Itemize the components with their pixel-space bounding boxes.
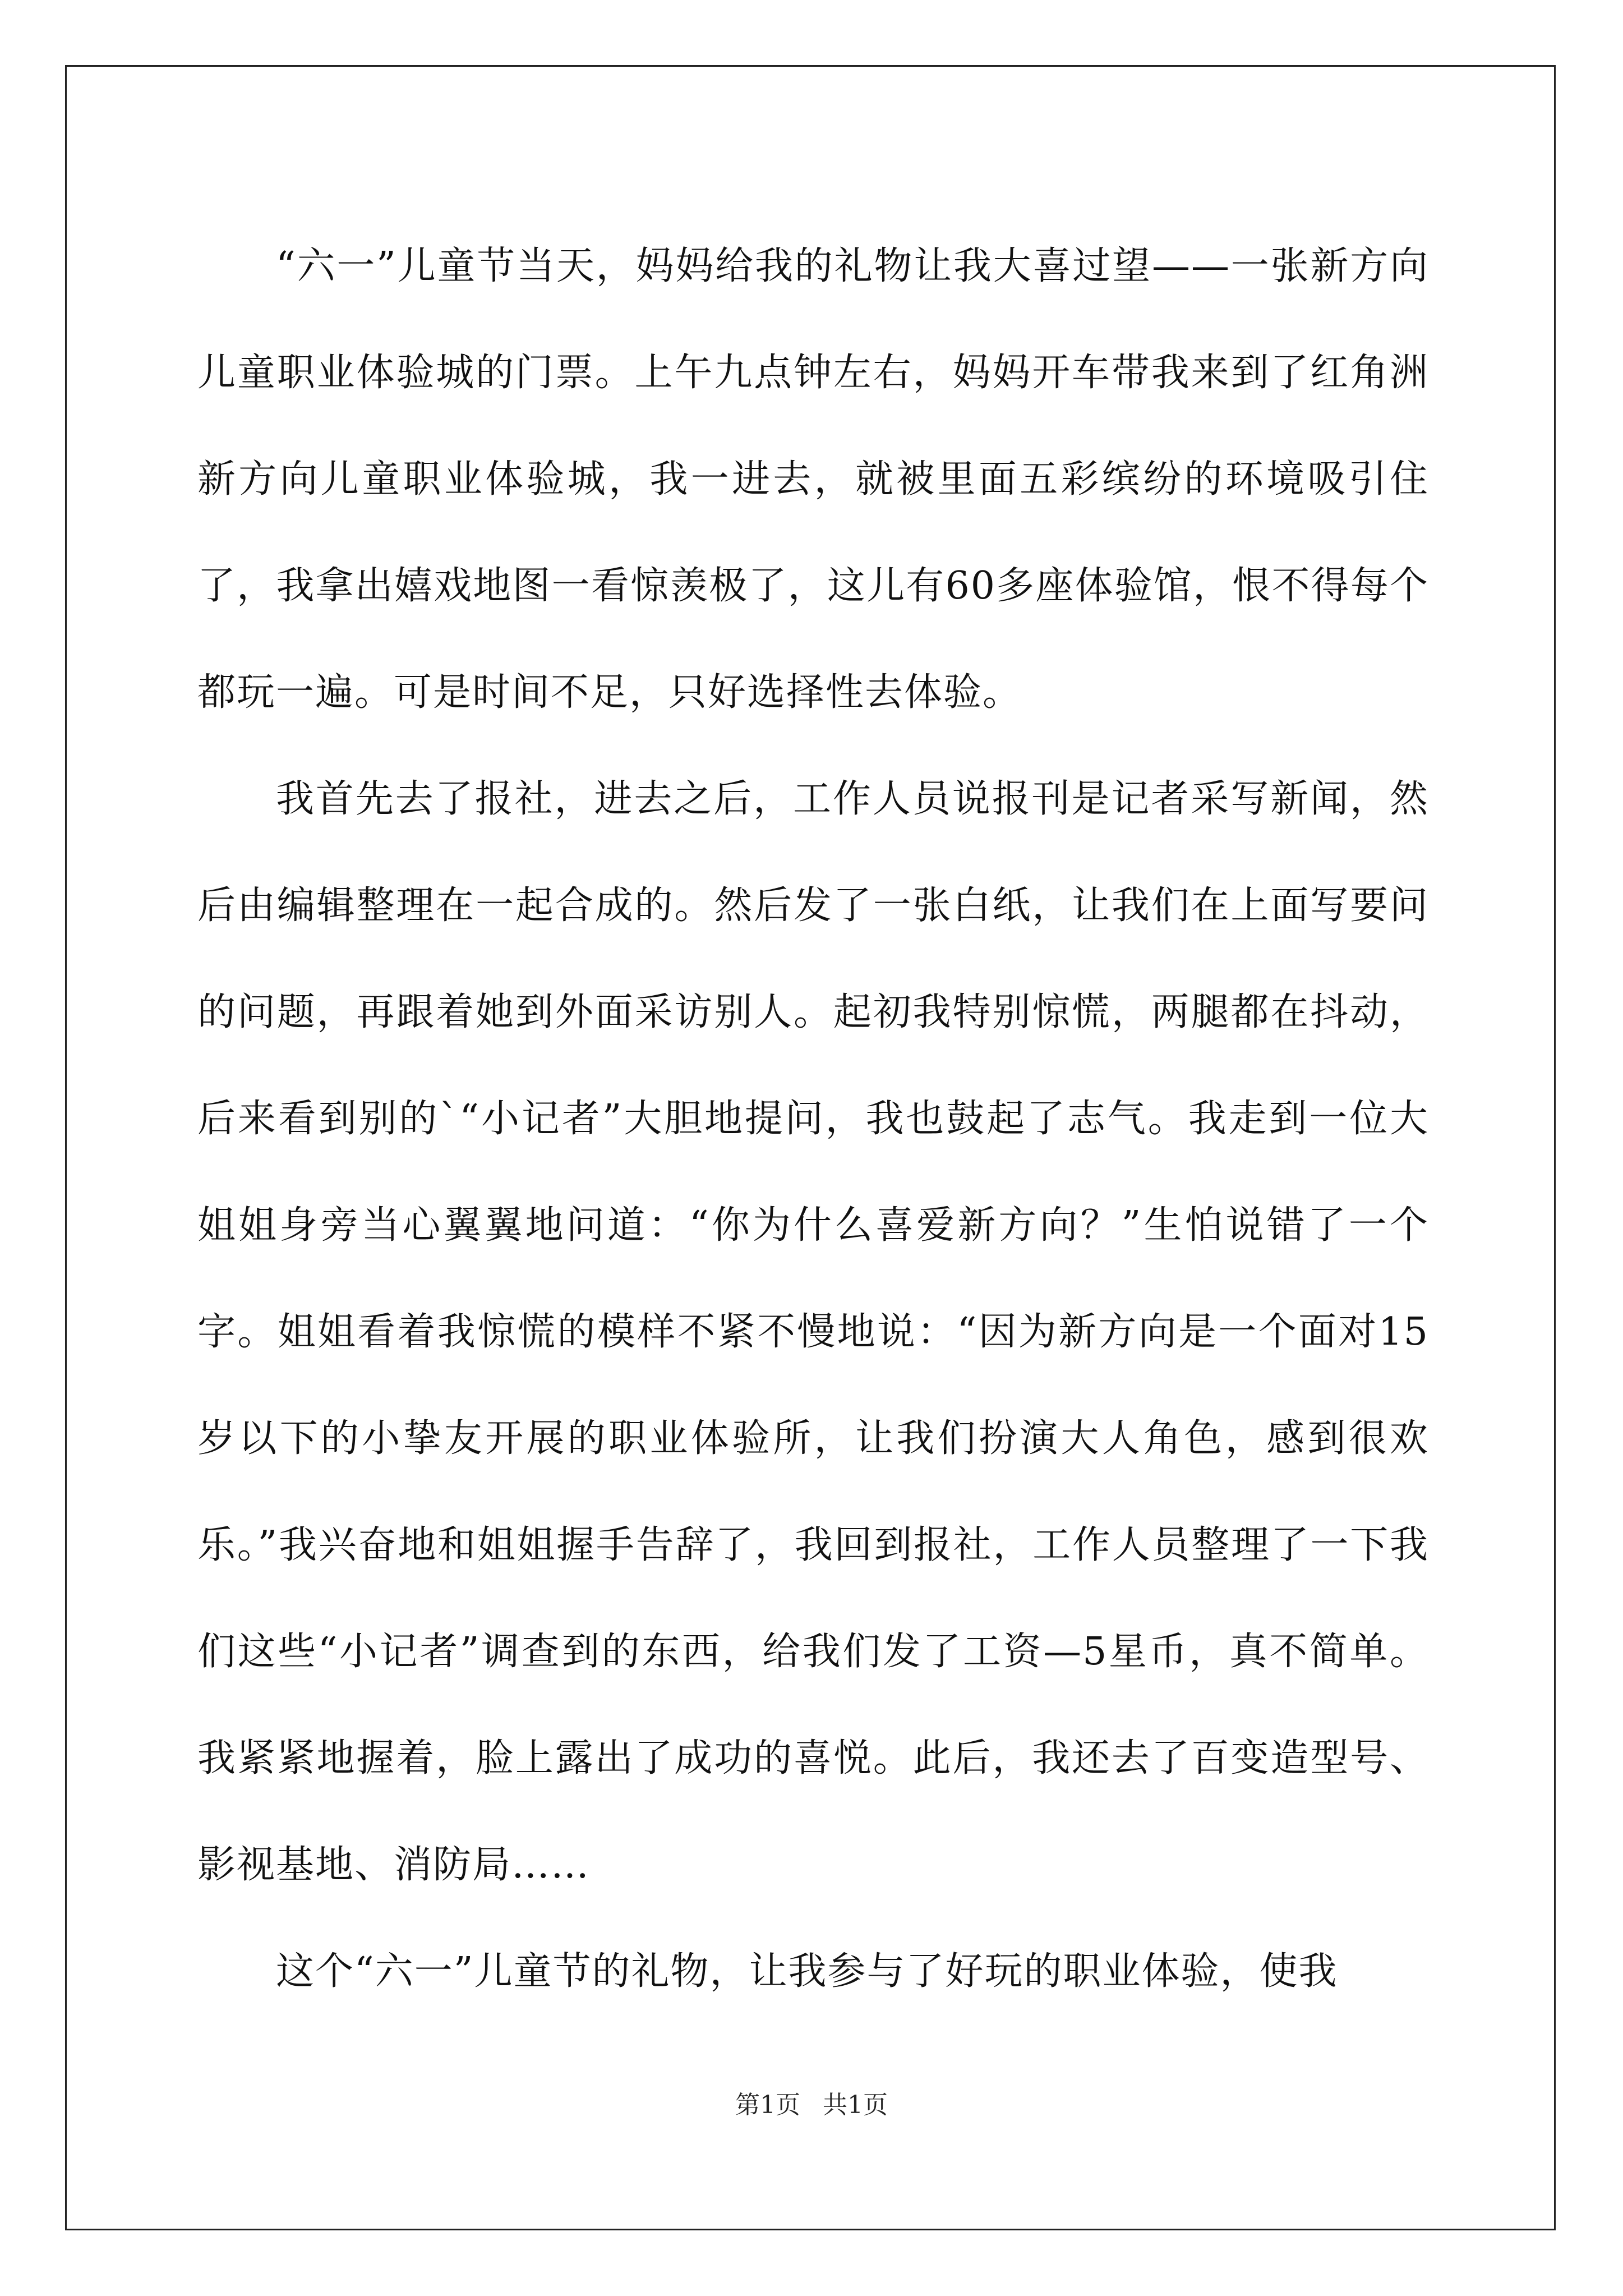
page-footer: [0, 2085, 1623, 2120]
paragraph-1: “六一”儿童节当天，妈妈给我的礼物让我大喜过望——一张新方向儿童职业体验城的门票。上午九点钟左右，妈妈开车带我来到了红角洲新方向儿童职业体验城，我一进去，就被里面五彩缤纷的环境吸引住了，我拿出嬉戏地图一看惊羡极了，这儿有60多座体验馆，恨不得每个都玩一遍。可是时间不足，只好选择性去体验。: [197, 244, 1429, 715]
paragraph-3: 这个“六一”儿童节的礼物，让我参与了好玩的职业体验，使我: [276, 1949, 1338, 1994]
page-number: 第1页: [735, 2091, 800, 2119]
page-total: 共1页: [823, 2091, 888, 2119]
document-body: [197, 213, 1429, 2025]
paragraph-2: 我首先去了报社，进去之后，工作人员说报刊是记者采写新闻，然后由编辑整理在一起合成的。然后发了一张白纸，让我们在上面写要问的问题，再跟着她到外面采访别人。起初我特别惊慌，两腿都在抖动，后来看到别的`“小记者”大胆地提问，我也鼓起了志气。我走到一位大姐姐身旁当心翼翼地问道：“你为什么喜爱新方向？”生怕说错了一个字。姐姐看着我惊慌的模样不紧不慢地说：“因为新方向是一个面对15岁以下的小挚友开展的职业体验所，让我们扮演大人角色，感到很欢乐。”我兴奋地和姐姐握手告辞了，我回到报社，工作人员整理了一下我们这些“小记者”调查到的东西，给我们发了工资—5星币，真不简单。我紧紧地握着，脸上露出了成功的喜悦。此后，我还去了百变造型号、影视基地、消防局……: [197, 777, 1429, 1887]
